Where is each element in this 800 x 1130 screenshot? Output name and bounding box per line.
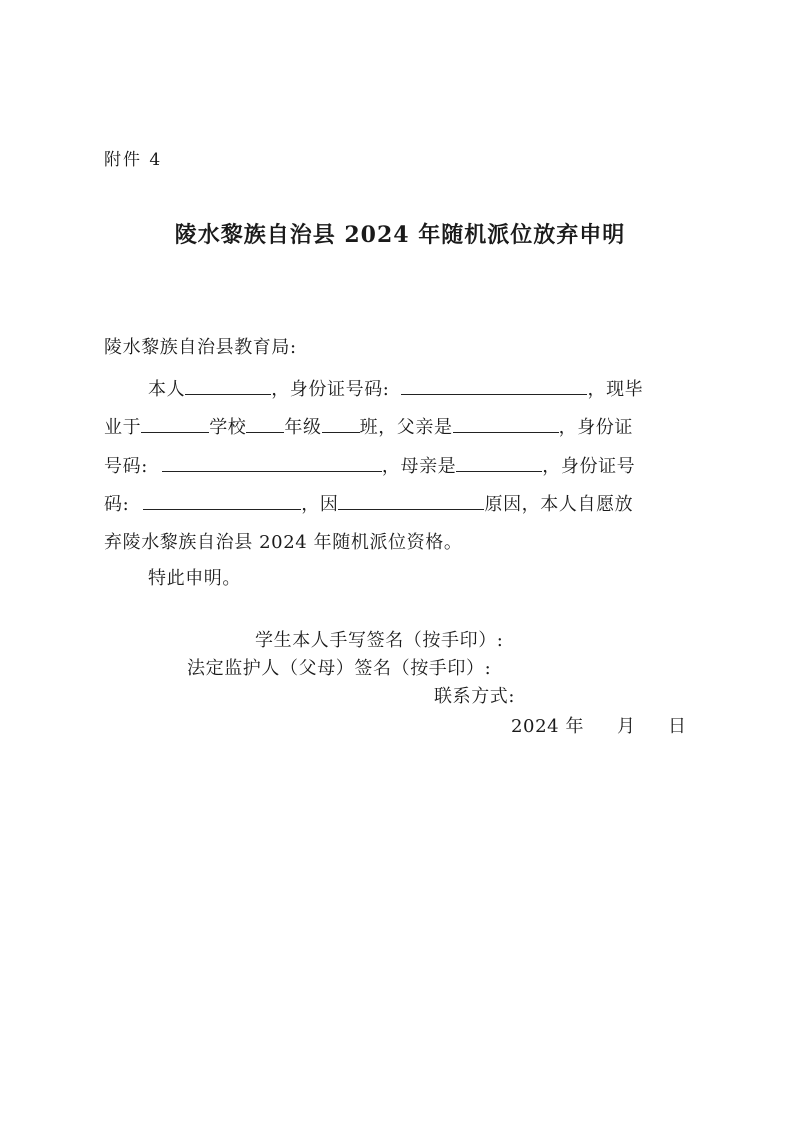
text-code: 码: bbox=[104, 494, 130, 515]
id-number-blank[interactable] bbox=[401, 376, 587, 395]
text-number: 号码: bbox=[104, 456, 148, 477]
father-name-blank[interactable] bbox=[453, 414, 559, 433]
text-grade: 年级 bbox=[284, 417, 322, 438]
text-id-number: ，身份证号码: bbox=[271, 379, 390, 400]
mother-name-blank[interactable] bbox=[456, 453, 542, 472]
contact-label: 联系方式: bbox=[434, 686, 516, 707]
mother-id-blank[interactable] bbox=[143, 491, 301, 510]
father-id-blank[interactable] bbox=[162, 453, 382, 472]
text-id-card-number: ，身份证号 bbox=[542, 456, 636, 477]
text-school: 学校 bbox=[209, 417, 247, 438]
text-father: 班，父亲是 bbox=[359, 417, 453, 438]
text-self: 本人 bbox=[148, 379, 186, 400]
date-month: 月 bbox=[617, 716, 636, 737]
date-year: 2024 年 bbox=[511, 716, 585, 737]
date-day: 日 bbox=[668, 716, 687, 737]
text-mother: ，母亲是 bbox=[381, 456, 457, 477]
school-blank[interactable] bbox=[141, 414, 209, 433]
body-line-4 bbox=[104, 490, 633, 516]
body-line-1 bbox=[148, 375, 643, 401]
attachment-label: 附件 4 bbox=[104, 150, 163, 170]
text-graduated: ，现毕 bbox=[587, 379, 644, 400]
text-id-card: ，身份证 bbox=[558, 417, 634, 438]
grade-blank[interactable] bbox=[246, 414, 284, 433]
text-reason: 原因，本人自愿放 bbox=[484, 494, 634, 515]
guardian-signature-label: 法定监护人（父母）签名（按手印）: bbox=[187, 658, 492, 679]
text-because: ，因 bbox=[301, 494, 339, 515]
addressee: 陵水黎族自治县教育局: bbox=[104, 337, 297, 358]
body-line-5: 弃陵水黎族自治县 2024 年随机派位资格。 bbox=[104, 532, 463, 553]
closing: 特此申明。 bbox=[148, 568, 241, 589]
text-graduated-from: 业于 bbox=[104, 417, 142, 438]
name-blank[interactable] bbox=[185, 376, 271, 395]
body-line-2 bbox=[104, 413, 633, 439]
document-title: 陵水黎族自治县 2024 年随机派位放弃申明 bbox=[174, 222, 626, 248]
class-blank[interactable] bbox=[322, 414, 360, 433]
reason-blank[interactable] bbox=[338, 491, 484, 510]
body-line-3 bbox=[104, 452, 635, 478]
student-signature-label: 学生本人手写签名（按手印）: bbox=[255, 630, 504, 651]
